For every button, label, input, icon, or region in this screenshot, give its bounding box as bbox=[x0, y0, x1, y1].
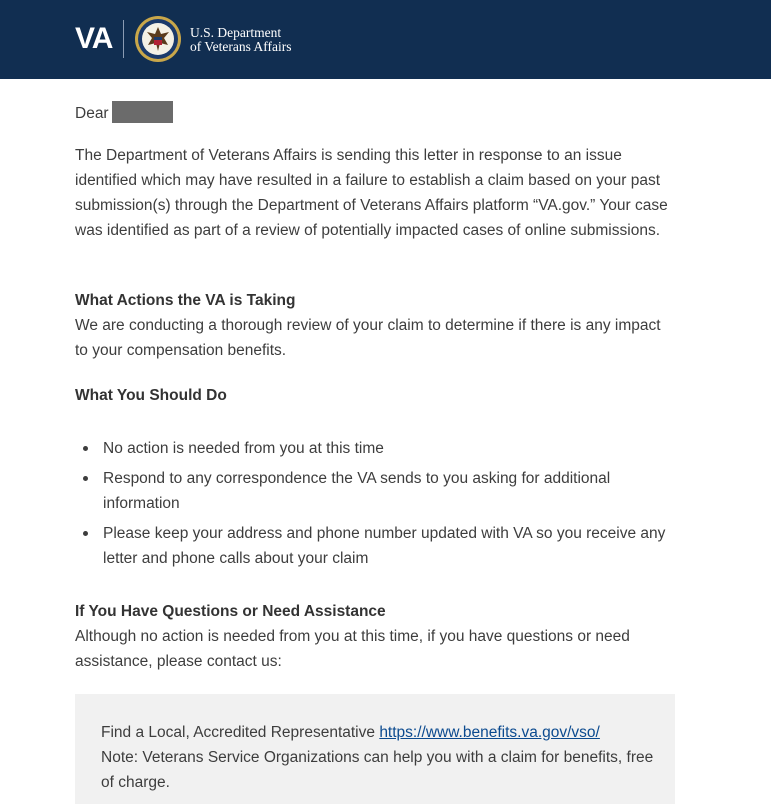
header-divider bbox=[123, 20, 124, 58]
list-item bbox=[75, 466, 675, 516]
questions-heading: If You Have Questions or Need Assistance bbox=[75, 603, 386, 620]
list-item bbox=[75, 436, 675, 461]
todo-list bbox=[75, 436, 675, 571]
info-box-text bbox=[101, 720, 661, 795]
bullet-icon bbox=[83, 476, 88, 481]
representative-label: Find a Local, Accredited Representative bbox=[101, 724, 375, 741]
intro-paragraph: The Department of Veterans Affairs is sending this letter in response to an issue identified which may have resulted in a failure to establish a claim based on your past submission(s) through the Department of Veterans Affairs platform “VA.gov.” Your case was identified as part of a review of potentially impacted cases of online submissions. bbox=[75, 147, 668, 239]
bullet-icon bbox=[83, 531, 88, 536]
va-seal-icon bbox=[134, 15, 182, 63]
bullet-icon bbox=[83, 446, 88, 451]
todo-heading: What You Should Do bbox=[75, 387, 227, 404]
department-line-1: U.S. Department bbox=[190, 25, 282, 40]
vso-note: Note: Veterans Service Organizations can help you with a claim for benefits, free of charge. bbox=[101, 749, 654, 791]
contact-info-box bbox=[75, 694, 675, 804]
department-line-2: of Veterans Affairs bbox=[190, 39, 292, 54]
list-item-text: Please keep your address and phone number updated with VA so you receive any letter and phone calls about your claim bbox=[103, 525, 666, 567]
actions-paragraph: We are conducting a thorough review of your claim to determine if there is any impact to your compensation benefits. bbox=[75, 317, 661, 359]
redacted-name bbox=[112, 101, 173, 123]
list-item bbox=[75, 521, 675, 571]
questions-paragraph: Although no action is needed from you at this time, if you have questions or need assistance, please contact us: bbox=[75, 628, 630, 670]
salutation bbox=[75, 101, 173, 124]
list-item-text: Respond to any correspondence the VA sends to you asking for additional information bbox=[103, 470, 611, 512]
header-banner bbox=[0, 0, 771, 79]
actions-heading: What Actions the VA is Taking bbox=[75, 292, 296, 309]
va-logo[interactable]: VA bbox=[75, 22, 113, 55]
salutation-text: Dear bbox=[75, 105, 109, 122]
list-item-text: No action is needed from you at this time bbox=[103, 440, 384, 457]
department-name bbox=[190, 26, 291, 54]
vso-link[interactable]: https://www.benefits.va.gov/vso/ bbox=[379, 724, 600, 741]
